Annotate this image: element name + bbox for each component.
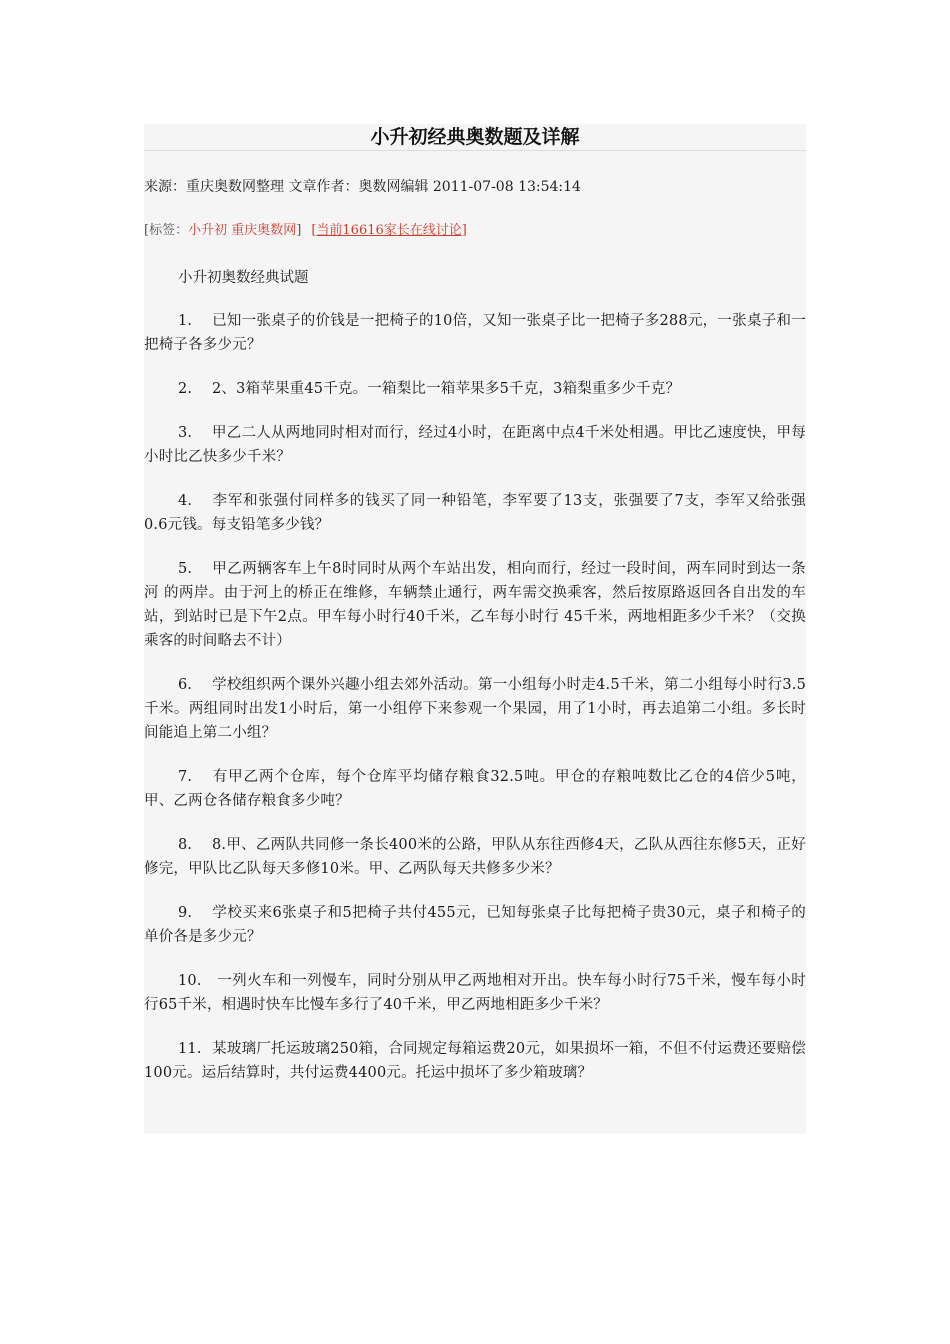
- question-item: [144, 673, 806, 745]
- tags-prefix: [标签：: [144, 223, 189, 238]
- tag-link-chongqing[interactable]: 重庆奥数网: [231, 223, 297, 238]
- article-meta: 来源：重庆奥数网整理 文章作者：奥数网编辑 2011-07-08 13:54:14: [144, 179, 581, 195]
- article-page: [144, 124, 806, 1134]
- question-item: [144, 557, 806, 653]
- tag-line: [144, 222, 806, 240]
- question-item: [144, 309, 806, 357]
- tags-suffix: ]: [296, 223, 302, 238]
- question-number: 1.: [178, 313, 193, 329]
- question-text: 2、3箱苹果重45千克。一箱梨比一箱苹果多5千克，3箱梨重多少千克？: [212, 381, 681, 397]
- question-text: 某玻璃厂托运玻璃250箱，合同规定每箱运费20元，如果损坏一箱，不但不付运费还要赔偿100元。运后结算时，共付运费4400元。托运中损坏了多少箱玻璃？: [144, 1041, 806, 1081]
- question-item: [144, 421, 806, 469]
- question-text: 甲乙两辆客车上午8时同时从两个车站出发，相向而行，经过一段时间，两车同时到达一条河 的两岸。由于河上的桥正在维修，车辆禁止通行，两车需交换乘客，然后按原路返回各自出发的车站，到站时已是下午2点。甲车每小时行40千米，乙车每小时行 45千米，两地相距多少千米？（交换乘客的时间略去不计）: [144, 561, 806, 649]
- question-number: 11.: [178, 1041, 202, 1057]
- question-item: [144, 1037, 806, 1085]
- question-number: 7.: [178, 769, 193, 785]
- discussion-link[interactable]: [当前16616家长在线讨论]: [311, 223, 467, 238]
- tag-link-xiaoshengchu[interactable]: 小升初: [188, 223, 228, 238]
- section-heading: 小升初奥数经典试题: [178, 270, 309, 286]
- question-item: [144, 969, 806, 1017]
- question-item: [144, 833, 806, 881]
- question-item: [144, 765, 806, 813]
- question-number: 5.: [178, 561, 193, 577]
- question-text: 8.甲、乙两队共同修一条长400米的公路，甲队从东往西修4天，乙队从西往东修5天，正好修完，甲队比乙队每天多修10米。甲、乙两队每天共修多少米？: [144, 837, 806, 877]
- question-item: [144, 901, 806, 949]
- question-number: 2.: [178, 381, 193, 397]
- question-text: 已知一张桌子的价钱是一把椅子的10倍，又知一张桌子比一把椅子多288元，一张桌子和一把椅子各多少元？: [144, 313, 806, 353]
- question-text: 甲乙二人从两地同时相对而行，经过4小时，在距离中点4千米处相遇。甲比乙速度快，甲每小时比乙快多少千米？: [144, 425, 806, 465]
- question-item: [144, 489, 806, 537]
- question-item: [144, 377, 806, 401]
- question-number: 6.: [178, 677, 193, 693]
- question-number: 8.: [178, 837, 193, 853]
- question-text: 有甲乙两个仓库，每个仓库平均储存粮食32.5吨。甲仓的存粮吨数比乙仓的4倍少5吨，甲、乙两仓各储存粮食多少吨？: [144, 769, 806, 809]
- question-text: 李军和张强付同样多的钱买了同一种铅笔，李军要了13支，张强要了7支，李军又给张强0.6元钱。每支铅笔多少钱？: [144, 493, 806, 533]
- page-title: 小升初经典奥数题及详解: [144, 124, 806, 151]
- question-text: 一列火车和一列慢车，同时分别从甲乙两地相对开出。快车每小时行75千米，慢车每小时行65千米，相遇时快车比慢车多行了40千米，甲乙两地相距多少千米？: [144, 973, 806, 1013]
- question-text: 学校组织两个课外兴趣小组去郊外活动。第一小组每小时走4.5千米，第二小组每小时行3.5千米。两组同时出发1小时后，第一小组停下来参观一个果园，用了1小时，再去追第二小组。多长时间能追上第二小组？: [144, 677, 806, 741]
- question-text: 学校买来6张桌子和5把椅子共付455元，已知每张桌子比每把椅子贵30元，桌子和椅子的单价各是多少元？: [144, 905, 806, 945]
- question-number: 10.: [178, 973, 202, 989]
- question-number: 4.: [178, 493, 193, 509]
- question-number: 3.: [178, 425, 193, 441]
- question-number: 9.: [178, 905, 193, 921]
